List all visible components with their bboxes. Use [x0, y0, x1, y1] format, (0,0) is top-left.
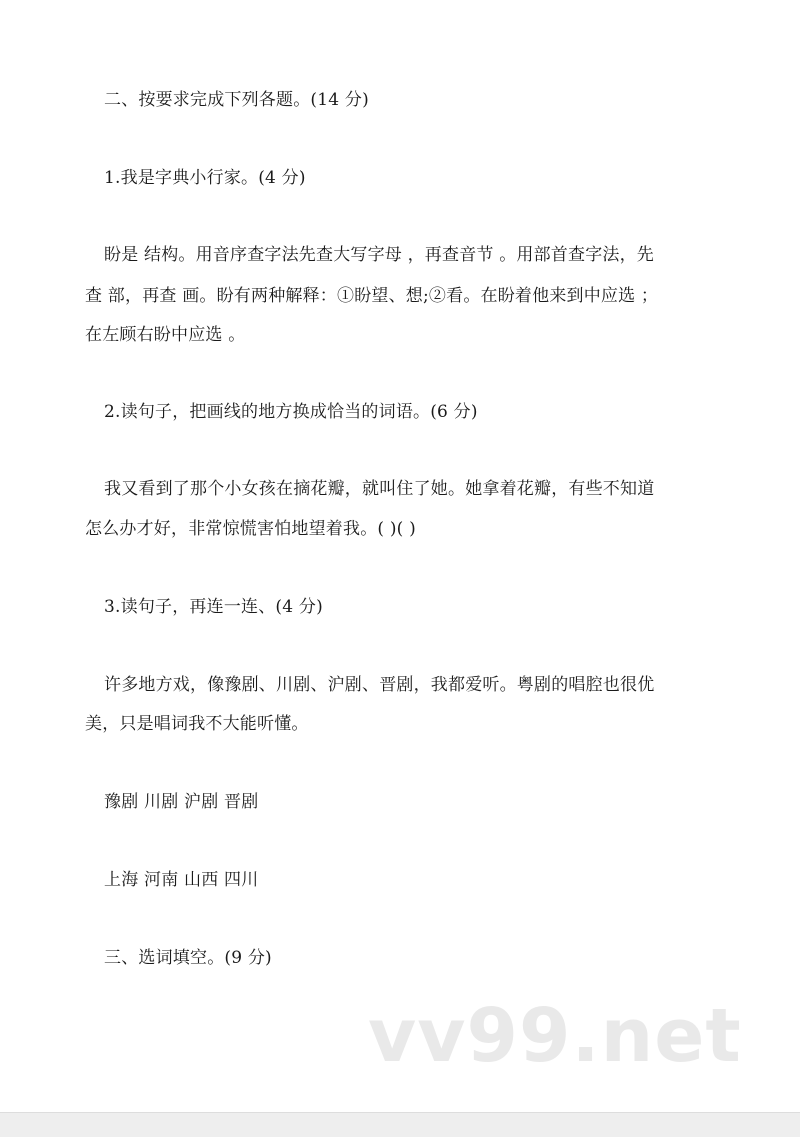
section-3-heading: 三、选词填空。(9 分): [104, 948, 272, 968]
place-list: 上海 河南 山西 四川: [104, 870, 259, 890]
question-2-text-line: 怎么办才好，非常惊慌害怕地望着我。( )( ): [85, 519, 416, 539]
watermark: vv99.net: [368, 993, 742, 1079]
question-2-text-line: 我又看到了那个小女孩在摘花瓣，就叫住了她。她拿着花瓣，有些不知道: [104, 479, 655, 499]
question-3-text-line: 许多地方戏，像豫剧、川剧、沪剧、晋剧，我都爱听。粤剧的唱腔也很优: [104, 675, 655, 695]
question-2-heading: 2.读句子，把画线的地方换成恰当的词语。(6 分): [104, 402, 478, 422]
question-3-heading: 3.读句子，再连一连、(4 分): [104, 597, 323, 617]
question-1-text-line: 查 部，再查 画。盼有两种解释：①盼望、想;②看。在盼着他来到中应选 ；: [85, 286, 659, 306]
question-3-text-line: 美，只是唱词我不大能听懂。: [85, 714, 309, 734]
question-1-text-line: 在左顾右盼中应选 。: [85, 325, 246, 345]
section-2-heading: 二、按要求完成下列各题。(14 分): [104, 90, 369, 110]
opera-list: 豫剧 川剧 沪剧 晋剧: [104, 792, 259, 812]
page-bottom-strip: [0, 1112, 800, 1137]
question-1-heading: 1.我是字典小行家。(4 分): [104, 168, 306, 188]
question-1-text-line: 盼是 结构。用音序查字法先查大写字母 ，再查音节 。用部首查字法，先: [104, 245, 655, 265]
